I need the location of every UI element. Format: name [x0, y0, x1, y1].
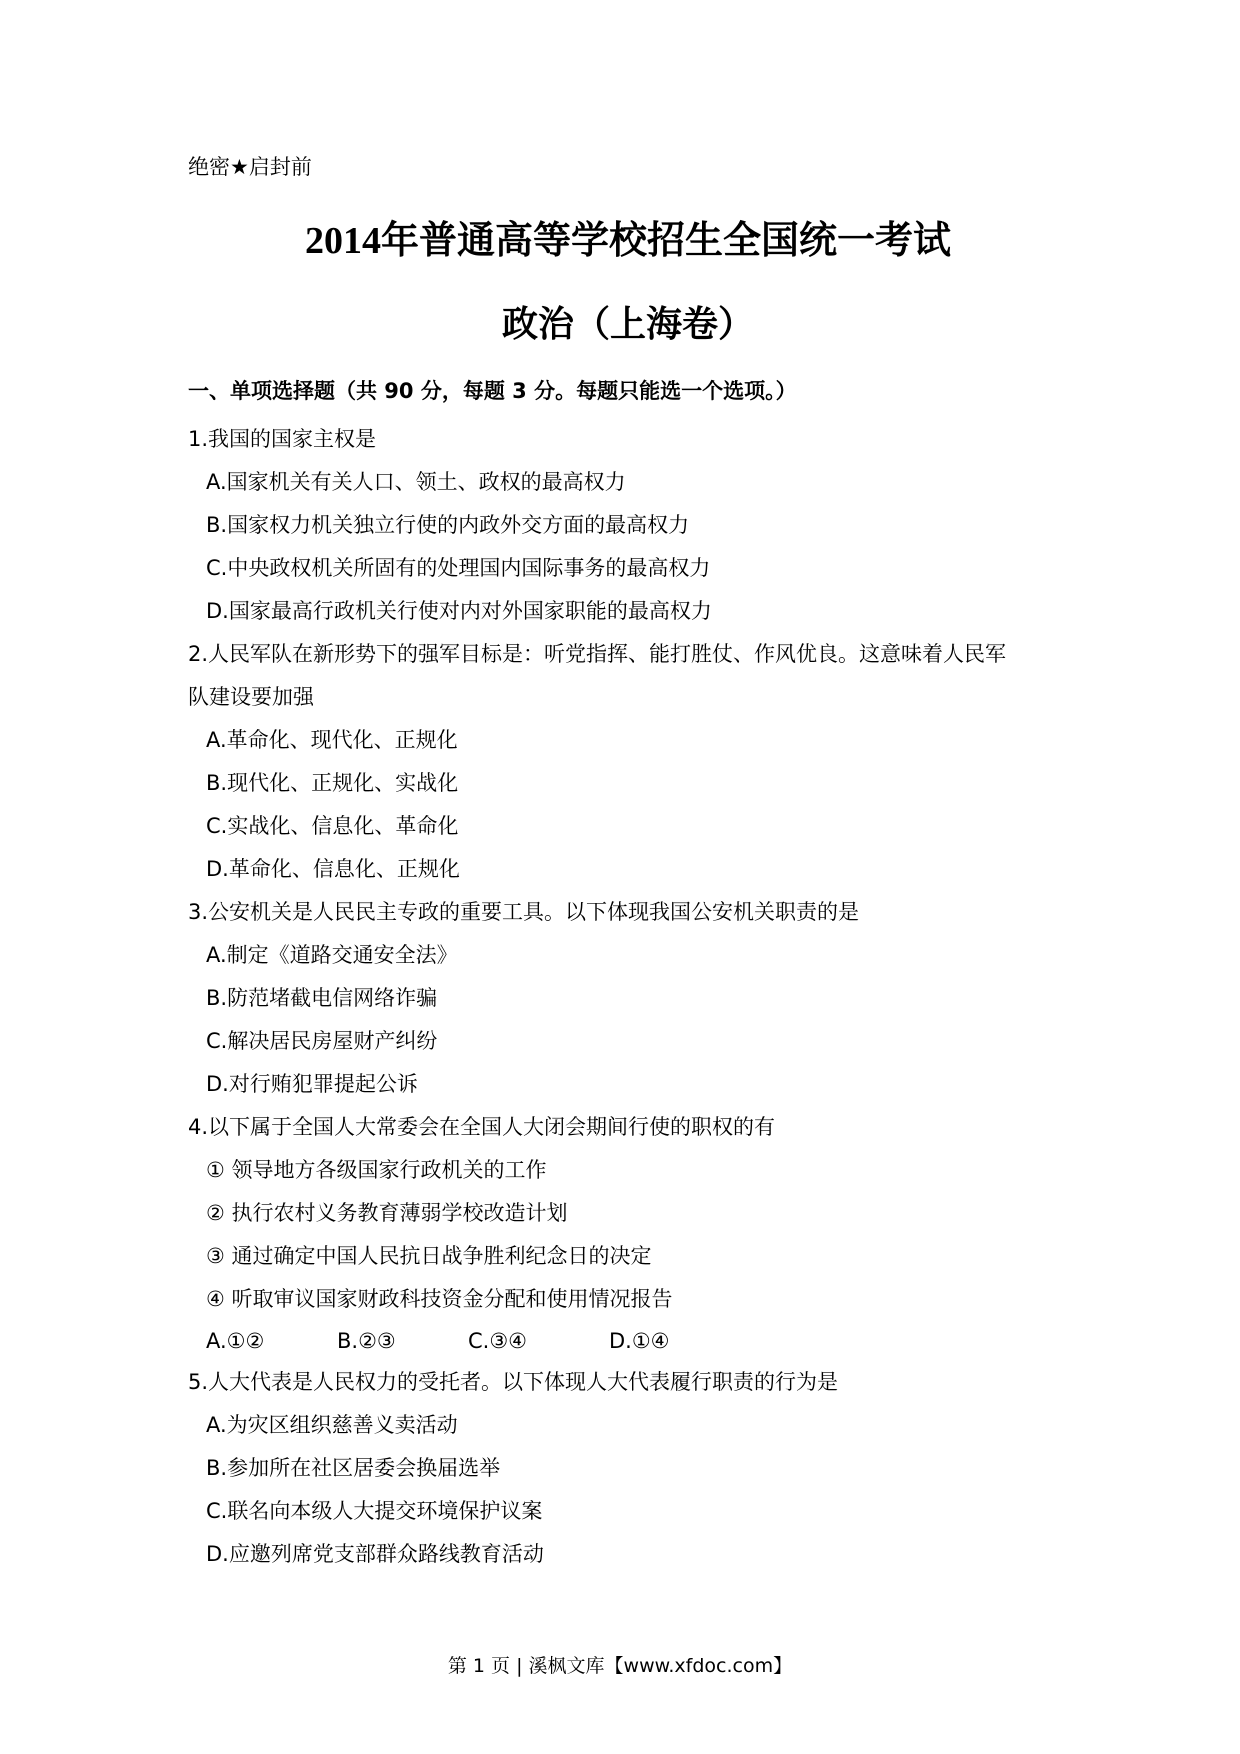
page-footer: 第 1 页 | 溪枫文库【www.xfdoc.com】 — [447, 1655, 793, 1677]
option-b: B.②③ — [337, 1329, 396, 1353]
option-b: B.国家权力机关独立行使的内政外交方面的最高权力 — [206, 513, 690, 537]
option-d: D.国家最高行政机关行使对内对外国家职能的最高权力 — [206, 599, 712, 623]
question-2 — [188, 633, 1068, 891]
exam-title: 2014年普通高等学校招生全国统一考试 — [304, 220, 951, 262]
option-a: A.为灾区组织慈善义卖活动 — [206, 1413, 458, 1437]
question-stem: 3.公安机关是人民民主专政的重要工具。以下体现我国公安机关职责的是 — [188, 900, 860, 924]
statement-2: ② 执行农村义务教育薄弱学校改造计划 — [206, 1201, 568, 1225]
option-a: A.①② — [206, 1329, 265, 1353]
statement-4: ④ 听取审议国家财政科技资金分配和使用情况报告 — [206, 1287, 673, 1311]
exam-subtitle: 政治（上海卷） — [501, 304, 754, 345]
option-c: C.中央政权机关所固有的处理国内国际事务的最高权力 — [206, 556, 711, 580]
option-b: B.现代化、正规化、实战化 — [206, 771, 459, 795]
option-c: C.解决居民房屋财产纠纷 — [206, 1029, 438, 1053]
question-4 — [188, 1106, 1068, 1361]
option-c: C.联名向本级人大提交环境保护议案 — [206, 1499, 543, 1523]
question-stem: 5.人大代表是人民权力的受托者。以下体现人大代表履行职责的行为是 — [188, 1370, 839, 1394]
question-5 — [188, 1361, 1068, 1576]
option-c: C.③④ — [468, 1329, 527, 1353]
question-1 — [188, 418, 1068, 633]
secret-mark: 绝密★启封前 — [188, 155, 312, 179]
option-d: D.应邀列席党支部群众路线教育活动 — [206, 1542, 544, 1566]
option-a: A.制定《道路交通安全法》 — [206, 943, 458, 967]
option-a: A.革命化、现代化、正规化 — [206, 728, 458, 752]
option-b: B.防范堵截电信网络诈骗 — [206, 986, 438, 1010]
question-stem: 2.人民军队在新形势下的强军目标是：听党指挥、能打胜仗、作风优良。这意味着人民军队建设要加强 — [188, 642, 1007, 709]
option-b: B.参加所在社区居委会换届选举 — [206, 1456, 501, 1480]
question-stem: 4.以下属于全国人大常委会在全国人大闭会期间行使的职权的有 — [188, 1115, 776, 1139]
inline-options — [188, 1321, 1068, 1361]
option-a: A.国家机关有关人口、领土、政权的最高权力 — [206, 470, 626, 494]
statement-3: ③ 通过确定中国人民抗日战争胜利纪念日的决定 — [206, 1244, 652, 1268]
section-heading: 一、单项选择题（共 90 分，每题 3 分。每题只能选一个选项。） — [188, 379, 797, 403]
exam-page — [188, 150, 1068, 1576]
option-c: C.实战化、信息化、革命化 — [206, 814, 459, 838]
option-d: D.革命化、信息化、正规化 — [206, 857, 460, 881]
question-3 — [188, 891, 1068, 1106]
statement-1: ① 领导地方各级国家行政机关的工作 — [206, 1158, 547, 1182]
option-d: D.①④ — [609, 1329, 670, 1353]
question-stem: 1.我国的国家主权是 — [188, 427, 377, 451]
option-d: D.对行贿犯罪提起公诉 — [206, 1072, 418, 1096]
